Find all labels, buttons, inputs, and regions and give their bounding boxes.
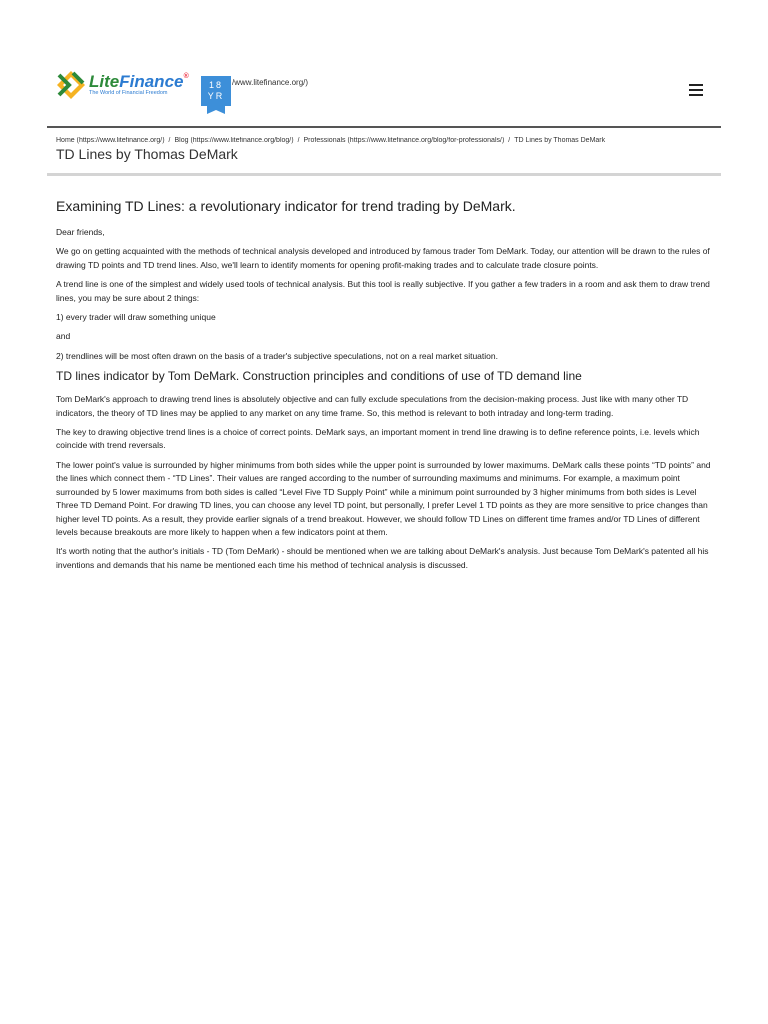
article-heading: Examining TD Lines: a revolutionary indicator for trend trading by DeMark. [56, 198, 516, 214]
logo-link-url[interactable]: /www.litefinance.org/) [232, 78, 309, 87]
breadcrumb [56, 137, 716, 144]
page-title: TD Lines by Thomas DeMark [56, 146, 238, 162]
badge-ribbon-icon [207, 106, 225, 114]
logo-text [89, 73, 189, 97]
article-paragraph: 1) every trader will draw something unique [56, 312, 216, 323]
article-paragraph: We go on getting acquainted with the methods of technical analysis developed and introduced by famous trader Tom DeMark. Today, our attention will be drawn to the rules of drawing TD points and TD trend lines. Also, we'll learn to identify moments for opening profit-making trades and to calculate trade closure points. [56, 246, 710, 270]
article-paragraph: The lower point's value is surrounded by higher minimums from both sides while the upper point is surrounded by lower maximums. DeMark calls these points “TD points” and the lines which connect them - “TD Lines”. Their values are ranged according to the number of surrounding maximums and minimums. For example, a maximum point surrounded by 5 lower maximums from both sides is called “Level Five TD Supply Point” while a minimum point surrounded by 3 higher minimums from both sides is Level Three TD Demand Point. For drawing TD lines, you can choose any level TD point, but personally, I prefer Level 1 TD points as they are more sensitive to price changes than higher level TD points. As a result, they provide earlier signals of a trend breakout. However, we should follow TD Lines on different time frames and/or TD Lines of different levels because breakouts are more likely to happen when a few indicators point at them. [56, 459, 711, 537]
litefinance-logo[interactable] [55, 68, 195, 102]
article-paragraph: A trend line is one of the simplest and widely used tools of technical analysis. But this tool is really subjective. If you gather a few traders in a room and ask them to draw trend lines, you may be sure about 2 things: [56, 279, 710, 303]
article-paragraph: Tom DeMark's approach to drawing trend lines is absolutely objective and can fully exclude speculations from the decision-making process. Just like with many other TD indicators, the theory of TD lines may be applied to any market on any time frame. So, this method is relevant to both intraday and long-term trading. [56, 394, 689, 418]
menu-bar [689, 94, 703, 96]
breadcrumb-blog[interactable]: Blog (https://www.litefinance.org/blog/) [174, 137, 294, 144]
logo-mark-icon [55, 69, 87, 101]
logo-registered-mark: ® [183, 73, 189, 81]
article-paragraph: and [56, 331, 71, 342]
badge-line-1: 18 [208, 80, 223, 90]
hamburger-menu-icon[interactable] [689, 84, 703, 96]
badge-line-2: YR [207, 91, 225, 101]
breadcrumb-separator: / [168, 137, 171, 144]
menu-bar [689, 84, 703, 86]
article-body [56, 198, 712, 578]
menu-bar [689, 89, 703, 91]
logo-brand-lite: Lite [89, 72, 120, 92]
logo-tagline: The World of Financial Freedom [89, 90, 168, 97]
article-subheading: TD lines indicator by Tom DeMark. Construction principles and conditions of use of TD demand line [56, 369, 582, 384]
article-paragraph: 2) trendlines will be most often drawn on the basis of a trader's subjective speculations, not on a real market situation. [56, 350, 498, 361]
site-header [47, 60, 721, 128]
article-paragraph: It's worth noting that the author's initials - TD (Tom DeMark) - should be mentioned when we are talking about DeMark's analysis. Just because Tom DeMark's patented all his inventions and demands that his name be mentioned each time his method of technical analysis is discussed. [56, 546, 709, 570]
logo-brand-finance: Finance [119, 72, 184, 92]
article-paragraph: Dear friends, [56, 227, 105, 237]
breadcrumb-current: TD Lines by Thomas DeMark [514, 137, 606, 144]
title-divider [47, 173, 721, 176]
article-paragraph: The key to drawing objective trend lines is a choice of correct points. DeMark says, an important moment in trend line drawing is to define reference points, i.e. levels which coincide with trend reversals. [56, 427, 700, 451]
breadcrumb-home[interactable]: Home (https://www.litefinance.org/) [56, 137, 165, 144]
breadcrumb-separator: / [297, 137, 300, 144]
anniversary-badge [201, 76, 231, 106]
breadcrumb-professionals[interactable]: Professionals (https://www.litefinance.org/blog/for-professionals/) [303, 137, 505, 144]
breadcrumb-separator: / [508, 137, 511, 144]
logo-brand [89, 73, 189, 90]
